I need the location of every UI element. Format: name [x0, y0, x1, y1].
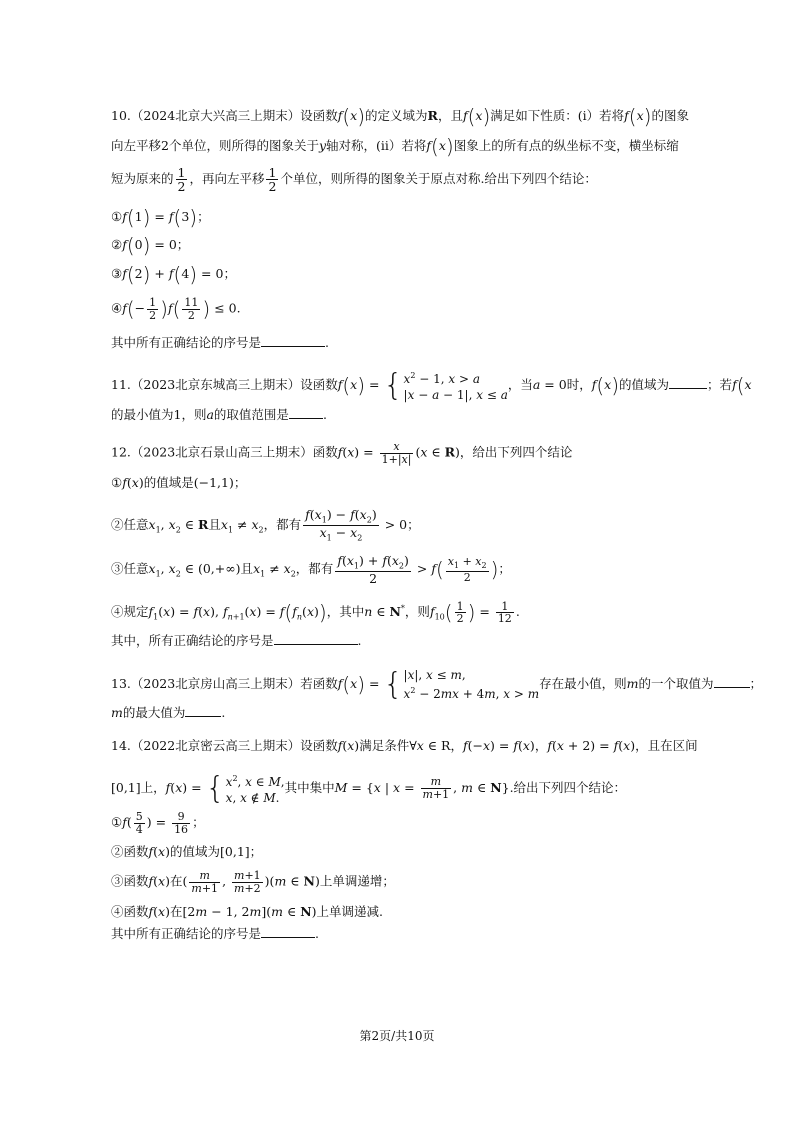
answer-blank[interactable] — [261, 925, 315, 938]
p10-line1: 10.（2024北京大兴高三上期末）设函数f(x)的定义域为R，且f(x)满足如下性质：(i）若将f(x)的图象 — [111, 104, 689, 129]
p14-opt3: ③函数f(x)在( $\frac{m}{m+1}$ , $\frac{m+1}{m+2}$ )(m ∈ N)上单调递增； — [111, 869, 395, 895]
p12-opt3: ③任意$x_1$, $x_2$ ∈ (0,+∞)且$x_1 \ne x_2$，都有 $\frac{f(x_1) + f(x_2)}{2}$ > f( $\frac{x_1 + x_2}{2}$ )； — [111, 553, 511, 586]
p11-line2: 的最小值为1，则a的取值范围是 . — [111, 407, 327, 422]
answer-blank[interactable] — [289, 406, 323, 419]
p14-opt4: ④函数f(x)在[2m − 1, 2m](m ∈ N)上单调递减. — [111, 904, 383, 919]
page-footer: 第2页/共10页 — [359, 1029, 435, 1043]
p12-opt4: ④规定$f_1(x) = f(x)$, $f_{n+1}(x) = f(f_n(x))$，其中n ∈ N*，则$f_{10}$( $\frac{1}{2}$ ) = $\frac{1}{12}$ . — [111, 599, 520, 626]
p12-line1: 12.（2023北京石景山高三上期末）函数f(x) = $\frac{x}{1+|x|}$ (x ∈ R)，给出下列四个结论 — [111, 440, 573, 466]
p14-opt1: ①f( $\frac{5}{4}$ ) = $\frac{9}{16}$ ； — [111, 810, 205, 836]
p10-question: 其中所有正确结论的序号是 . — [111, 335, 329, 350]
p11-line1: 11.（2023北京东城高三上期末）设函数f(x) = { $x^2 - 1$, x > a |x − a − 1|, x ≤ a ，当a = 0时，f(x)的值域为 ；若f(x — [111, 367, 752, 403]
p13-line1: 13.（2023北京房山高三上期末）若函数f(x) = { |x|, x ≤ m, $x^2 - 2mx + 4m$, x > m 存在最小值，则m的一个取值为 ； — [111, 666, 763, 702]
p14-line2: [0,1]上，f(x) = { $x^2$, x ∈ M, x, x ∉ M. 其中集中M = {x | x = $\frac{m}{m+1}$ , m ∈ N}.给出下列四个结论： — [111, 770, 627, 806]
answer-blank[interactable] — [714, 675, 750, 688]
p10-opt2: ②f(0) = 0； — [111, 233, 190, 258]
p14-question: 其中所有正确结论的序号是 . — [111, 926, 319, 941]
answer-blank[interactable] — [274, 632, 358, 645]
p13-line2: m的最大值为 . — [111, 705, 226, 720]
p14-opt2: ②函数f(x)的值域为[0,1]； — [111, 844, 263, 859]
p12-opt1: ①f(x)的值域是(−1,1)； — [111, 475, 247, 490]
answer-blank[interactable] — [669, 376, 707, 389]
p10-line3: 短为原来的 $\frac{1}{2}$ ，再向左平移 $\frac{1}{2}$ 个单位，则所得的图象关于原点对称.给出下列四个结论： — [111, 165, 597, 195]
p12-question: 其中，所有正确结论的序号是 . — [111, 633, 362, 648]
answer-blank[interactable] — [261, 334, 325, 347]
answer-blank[interactable] — [185, 704, 221, 717]
p12-opt2: ②任意$x_1$, $x_2$ ∈ R且$x_1 \ne x_2$，都有 $\frac{f(x_1) - f(x_2)}{x_1 - x_2}$ > 0； — [111, 507, 420, 543]
p10-opt1: ①f(1) = f(3)； — [111, 205, 210, 230]
p10-opt4: ④f(− $\frac{1}{2}$ )f( $\frac{11}{2}$ ) ≤ 0. — [111, 296, 241, 322]
p10-opt3: ③f(2) + f(4) = 0； — [111, 262, 236, 287]
p14-line1: 14.（2022北京密云高三上期末）设函数f(x)满足条件∀x ∈ R，f(−x) = f(x)，f(x + 2) = f(x)，且在区间 — [111, 738, 698, 753]
p10-line2: 向左平移2个单位，则所得的图象关于y轴对称，(ii）若将f(x)图象上的所有点的纵坐标不变，横坐标缩 — [111, 134, 679, 159]
